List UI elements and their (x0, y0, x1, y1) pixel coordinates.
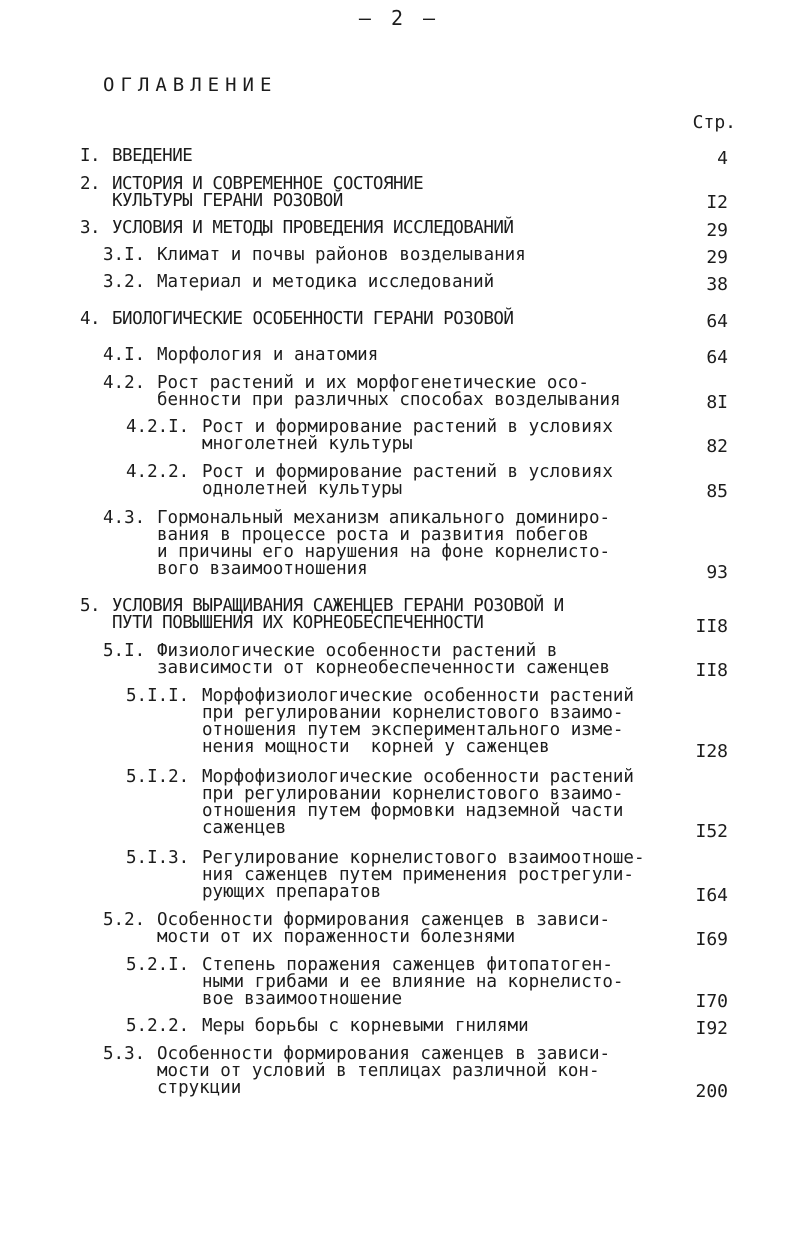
toc-entry-page: 64 (706, 347, 728, 368)
toc-entry-number: 5.I.I. (126, 686, 190, 706)
toc-entry-line: Рост и формирование растений в условиях (202, 417, 613, 437)
toc-entry-page: 8I (706, 392, 728, 413)
toc-entry-number: 3. (80, 218, 101, 238)
toc-entry-number: 2. (80, 174, 101, 194)
toc-entry-title (157, 643, 610, 677)
toc-entry-page: 85 (706, 481, 728, 502)
toc-entry-title (202, 1018, 529, 1035)
toc-entry-line: рующих препаратов (202, 882, 382, 902)
page-column-label: Стр. (692, 112, 736, 133)
toc-entry-line: Рост растений и их морфогенетические осо- (157, 373, 589, 393)
toc-entry-line: зависимости от корнеобеспеченности саженцев (157, 658, 611, 678)
toc-entry-title (202, 957, 623, 1008)
toc-entry-line: ными грибами и ее влияние на корнелисто- (202, 972, 624, 992)
toc-entry-line: многолетней культуры (202, 434, 413, 454)
toc-entry-page: 200 (695, 1081, 728, 1102)
toc-entry-line: при регулировании корнелистового взаимо- (202, 703, 624, 723)
toc-entry-number: 4. (80, 309, 101, 329)
toc-entry-line: Рост и формирование растений в условиях (202, 462, 613, 482)
toc-entry-title (157, 1046, 610, 1097)
toc-entry-line: однолетней культуры (202, 479, 403, 499)
toc-entry-number: 5.2.I. (126, 955, 190, 975)
toc-entry-title (112, 598, 564, 632)
toc-entry-line: вания в процессе роста и развития побегов (157, 525, 589, 545)
toc-entry-page: 29 (706, 220, 728, 241)
toc-entry-line: Регулирование корнелистового взаимоотноше- (202, 848, 645, 868)
toc-entry-page: II8 (695, 616, 728, 637)
toc-entry-title (202, 769, 634, 837)
toc-entry-line: отношения путем экспериментального изме- (202, 720, 624, 740)
page-number: – 2 – (358, 6, 440, 30)
toc-entry-line: струкции (157, 1078, 242, 1098)
toc-entry-number: 4.3. (103, 508, 146, 528)
toc-entry-number: 3.I. (103, 245, 146, 265)
toc-entry-page: I64 (695, 885, 728, 906)
toc-entry-page: 93 (706, 562, 728, 583)
toc-entry-number: 3.2. (103, 272, 146, 292)
toc-entry-line: ИСТОРИЯ И СОВРЕМЕННОЕ СОСТОЯНИЕ (112, 174, 424, 194)
toc-entry-title (157, 247, 526, 264)
toc-entry-line: Особенности формирования саженцев в зависи- (157, 910, 611, 930)
toc-entry-number: 4.2. (103, 373, 146, 393)
toc-entry-line: вого взаимоотношения (157, 559, 368, 579)
toc-entry-line: УСЛОВИЯ ВЫРАЩИВАНИЯ САЖЕНЦЕВ ГЕРАНИ РОЗОВОЙ И (112, 596, 564, 616)
toc-entry-line: вое взаимоотношение (202, 989, 403, 1009)
toc-entry-page: 4 (717, 148, 728, 169)
toc-entry-number: 4.I. (103, 345, 146, 365)
toc-entry-title (202, 464, 613, 498)
toc-entry-line: при регулировании корнелистового взаимо- (202, 784, 624, 804)
toc-entry-page: 82 (706, 436, 728, 457)
toc-entry-number: 5.I.3. (126, 848, 190, 868)
toc-entry-line: Степень поражения саженцев фитопатоген- (202, 955, 613, 975)
toc-entry-number: I. (80, 146, 101, 166)
toc-entry-number: 5.2. (103, 910, 146, 930)
toc-entry-page: I28 (695, 741, 728, 762)
toc-entry-page: I70 (695, 991, 728, 1012)
toc-entry-title (202, 688, 634, 756)
toc-entry-line: КУЛЬТУРЫ ГЕРАНИ РОЗОВОЙ (112, 191, 343, 211)
toc-entry-number: 5.3. (103, 1044, 146, 1064)
toc-entry-number: 4.2.I. (126, 417, 190, 437)
toc-entry-line: ВВЕДЕНИЕ (112, 146, 193, 166)
toc-entry-page: II8 (695, 660, 728, 681)
toc-entry-line: ПУТИ ПОВЫШЕНИЯ ИХ КОРНЕОБЕСПЕЧЕННОСТИ (112, 613, 484, 633)
toc-entry-title (202, 419, 613, 453)
toc-entry-title (112, 148, 192, 165)
toc-entry-line: Морфофизиологические особенности растений (202, 686, 634, 706)
toc-entry-title (157, 510, 610, 578)
toc-entry-line: Физиологические особенности растений в (157, 641, 558, 661)
toc-entry-title (112, 176, 423, 210)
toc-entry-number: 5.2.2. (126, 1016, 190, 1036)
toc-entry-line: Морфофизиологические особенности растений (202, 767, 634, 787)
toc-entry-title (112, 311, 513, 328)
toc-entry-page: I2 (706, 192, 728, 213)
toc-entry-line: отношения путем формовки надземной части (202, 801, 624, 821)
toc-entry-page: I52 (695, 821, 728, 842)
toc-entry-line: ния саженцев путем применения рострегули- (202, 865, 634, 885)
toc-entry-line: БИОЛОГИЧЕСКИЕ ОСОБЕННОСТИ ГЕРАНИ РОЗОВОЙ (112, 309, 514, 329)
toc-entry-line: Климат и почвы районов возделывания (157, 245, 526, 265)
toc-entry-line: Особенности формирования саженцев в зависи- (157, 1044, 611, 1064)
toc-entry-number: 5.I. (103, 641, 146, 661)
toc-entry-title (202, 850, 645, 901)
toc-entry-line: Материал и методика исследований (157, 272, 495, 292)
toc-entry-title (157, 274, 494, 291)
toc-entry-page: I69 (695, 929, 728, 950)
toc-entry-number: 4.2.2. (126, 462, 190, 482)
toc-title: ОГЛАВЛЕНИЕ (103, 74, 278, 96)
toc-entry-line: саженцев (202, 818, 287, 838)
toc-entry-number: 5.I.2. (126, 767, 190, 787)
toc-entry-number: 5. (80, 596, 101, 616)
toc-entry-title (157, 375, 621, 409)
toc-entry-title (112, 220, 513, 237)
toc-entry-page: 38 (706, 274, 728, 295)
toc-entry-page: 29 (706, 247, 728, 268)
toc-entry-line: мости от их пораженности болезнями (157, 927, 516, 947)
toc-entry-title (157, 347, 378, 364)
toc-entry-line: нения мощности корней у саженцев (202, 737, 550, 757)
toc-entry-line: УСЛОВИЯ И МЕТОДЫ ПРОВЕДЕНИЯ ИССЛЕДОВАНИЙ (112, 218, 514, 238)
toc-entry-page: I92 (695, 1018, 728, 1039)
toc-entry-line: Гормональный механизм апикального доминиро- (157, 508, 611, 528)
toc-entry-title (157, 912, 610, 946)
toc-entry-line: бенности при различных способах возделывания (157, 390, 621, 410)
toc-entry-line: Морфология и анатомия (157, 345, 379, 365)
toc-entry-page: 64 (706, 311, 728, 332)
toc-entry-line: мости от условий в теплицах различной кон- (157, 1061, 600, 1081)
toc-entry-line: и причины его нарушения на фоне корнелисто- (157, 542, 611, 562)
toc-entry-line: Меры борьбы с корневыми гнилями (202, 1016, 529, 1036)
